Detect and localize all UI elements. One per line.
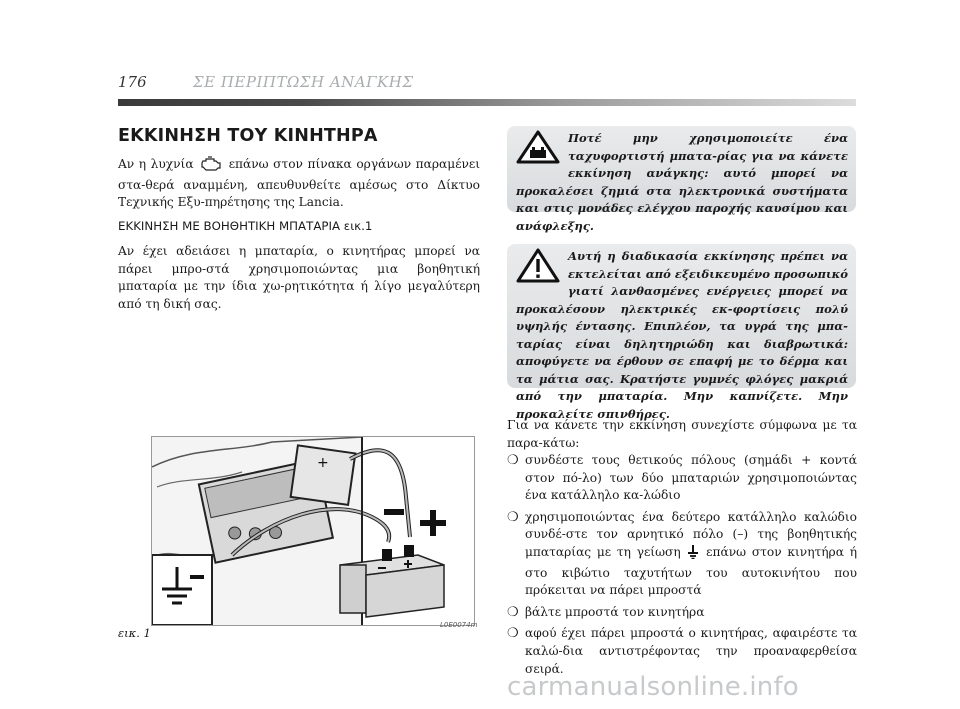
intro-text-start: Αν η λυχνία	[118, 157, 194, 171]
step-text: αφού έχει πάρει μπροστά ο κινητήρας, αφαιρέστε τα καλώ-δια αντιστρέφοντας την προαναφερθείσα σειρά.	[525, 626, 857, 676]
list-item	[507, 604, 857, 622]
warning-box-charger	[507, 126, 856, 233]
warning-triangle-icon	[516, 248, 568, 300]
bullet-icon: ❍	[507, 604, 519, 620]
intro-paragraph	[118, 156, 480, 212]
list-item	[507, 625, 857, 678]
page-number: 176	[118, 73, 147, 91]
bullet-icon: ❍	[507, 453, 519, 468]
bullet-icon: ❍	[507, 509, 519, 525]
battery-warning-icon	[516, 130, 568, 166]
figure-caption: εικ. 1	[118, 626, 151, 640]
warning-text-charger	[516, 130, 848, 235]
engine-warning-icon	[200, 156, 222, 177]
step-text: συνδέστε τους θετικούς πόλους (σημάδι + κοντά στον πό-λο) των δύο μπαταριών χρησιμοποιώντας ένα κατάλληλο κα-λώδιο	[525, 453, 857, 503]
step-text: χρησιμοποιώντας ένα δεύτερο κατάλληλο καλώδιο συνδέ-στε τον αρνητικό πόλο (–) της βοηθητικής μπαταρίας με τη γείωση	[525, 509, 857, 559]
section-title: ΣΕ ΠΕΡΙΠΤΩΣΗ ΑΝΑΓΚΗΣ	[193, 73, 414, 91]
warning-box-procedure	[507, 244, 856, 421]
figure-plus-mark: +	[317, 455, 329, 471]
watermark: carmanualsonline.info	[507, 672, 799, 702]
list-item	[507, 452, 857, 505]
warning-text-charger-content: Ποτέ μην χρησιμοποιείτε ένα ταχυφορτιστή μπατα-ρίας για να κάνετε εκκίνηση ανάγκης: αυτό μπορεί να προκαλέσει ζημιά στα ηλεκτρονικά συστήματα και στις μονάδες ελέγχου παροχής καυσίμου και ανάφλεξης.	[516, 131, 848, 233]
procedure-steps	[507, 452, 857, 682]
battery-paragraph: Αν έχει αδειάσει η μπαταρία, ο κινητήρας μπορεί να πάρει μπρο-στά χρησιμοποιώντας μια βοηθητική μπαταρία με την ίδια χω-ρητικότητα ή λίγο μεγαλύτερη από τη δική σας.	[118, 244, 480, 311]
list-item	[507, 509, 857, 600]
ground-icon	[688, 545, 698, 565]
warning-text-procedure-content: Αυτή η διαδικασία εκκίνησης πρέπει να εκτελείται από εξειδικευμένο προσωπικό γιατί λανθασμένες ενέργειες μπορεί να προκαλέσουν ηλεκτρικές εκ-φορτίσεις πολύ υψηλής έντασης. Επιπλέον, τα υγρά της μπα-ταρίας είναι δηλητηριώδη και διαβρωτικά: αποφύγετε να έρθουν σε επαφή με το δέρμα και τα μάτια σας. Κρατήστε γυμνές φλόγες μακριά από την μπαταρία. Μην καπνίζετε. Μην προκαλείτε σπινθήρες.	[516, 249, 848, 421]
main-heading: ΕΚΚΙΝΗΣΗ ΤΟΥ ΚΙΝΗΤΗΡΑ	[118, 126, 378, 146]
intro-text-end: επάνω στον πίνακα οργάνων παραμένει στα-θερά αναμμένη, απευθυνθείτε αμέσως στο Δίκτυο Τεχνικής Εξυ-πηρέτησης της Lancia.	[118, 157, 481, 210]
jump-start-illustration	[152, 437, 474, 625]
figure-code: L0E0074m	[440, 621, 478, 629]
step-text-continued: επάνω στον κινητήρα ή στο κιβώτιο ταχυτήτων του αυτοκινήτου που πρόκειται να πάρει μπροστά	[525, 544, 857, 598]
bullet-icon: ❍	[507, 626, 519, 642]
sub-heading: ΕΚΚΙΝΗΣΗ ΜΕ ΒΟΗΘΗΤΙΚΗ ΜΠΑΤΑΡΙΑ εικ.1	[118, 219, 373, 233]
figure-jump-start-diagram	[151, 436, 475, 626]
step-text: βάλτε μπροστά τον κινητήρα	[525, 604, 705, 619]
procedure-intro: Για να κάνετε την εκκίνηση συνεχίστε σύμφωνα με τα παρα-κάτω:	[507, 418, 857, 450]
header-rule	[118, 99, 856, 106]
warning-text-procedure	[516, 248, 848, 423]
